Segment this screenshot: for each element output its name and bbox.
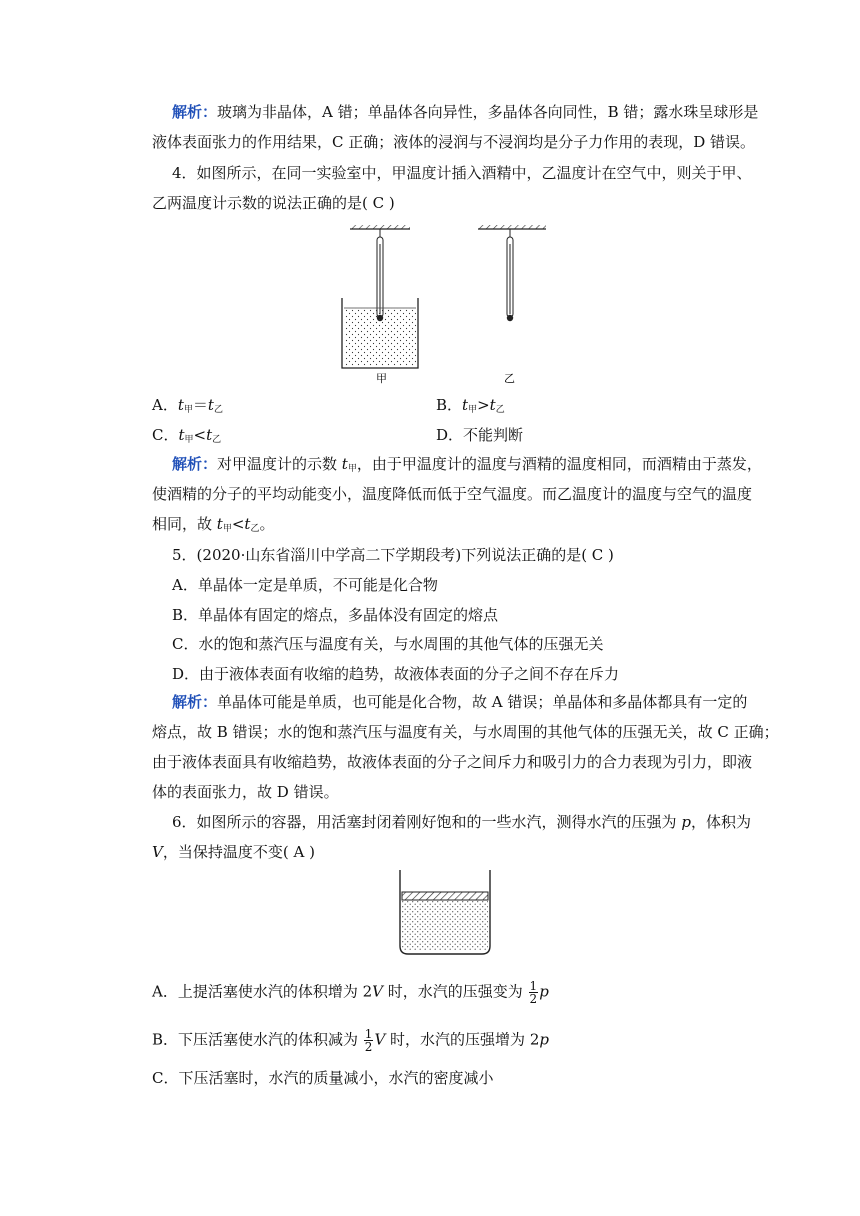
q6-option-a: A．上提活塞使水汽的体积增为 2V 时，水汽的压强变为 $\frac{1}{2}$ p: [152, 979, 549, 1006]
analysis-text: 玻璃为非晶体，A 错；单晶体各向异性，多晶体各向同性，B 错；露水珠呈球形是: [217, 103, 759, 121]
thermometer-yi: [507, 237, 513, 321]
q4-analysis-line-2: 使酒精的分子的平均动能变小，温度降低而低于空气温度。而乙温度计的温度与空气的温度: [152, 485, 753, 503]
q4-option-a: A．$t_甲=t_乙$: [152, 396, 223, 415]
q4-analysis-line-3: 相同，故 $t_甲<t_乙$。: [152, 515, 275, 534]
q4-option-c: C．$t_甲<t_乙$: [152, 426, 222, 445]
q5-analysis-line-2: 熔点，故 B 错误；水的饱和蒸汽压与温度有关，与水周围的其他气体的压强无关，故 C 正确；: [152, 723, 779, 741]
q5-stem: 5．(2020·山东省淄川中学高二下学期段考)下列说法正确的是( C ): [172, 546, 614, 564]
q5-option-a: A．单晶体一定是单质，不可能是化合物: [172, 576, 438, 594]
ceiling-left: [350, 225, 410, 229]
fraction-half: $\frac{1}{2}$: [364, 1027, 373, 1054]
q6-option-c: C．下压活塞时，水汽的质量减小，水汽的密度减小: [152, 1069, 494, 1087]
beaker-alcohol: [342, 298, 418, 368]
q5-option-c: C．水的饱和蒸汽压与温度有关，与水周围的其他气体的压强无关: [172, 635, 604, 653]
q5-analysis-line-1: 解析：单晶体可能是单质，也可能是化合物，故 A 错误；单晶体和多晶体都具有一定的: [172, 693, 748, 711]
fraction-half: $\frac{1}{2}$: [529, 979, 538, 1006]
q5-option-b: B．单晶体有固定的熔点，多晶体没有固定的熔点: [172, 606, 499, 624]
q4-option-b: B．$t_甲>t_乙$: [436, 396, 505, 415]
fig-label-jia: 甲: [376, 372, 387, 385]
q6-stem-line-1: 6．如图所示的容器，用活塞封闭着刚好饱和的一些水汽，测得水汽的压强为 p，体积为: [172, 813, 751, 831]
fig-label-yi: 乙: [504, 372, 515, 385]
q4-stem-line-1: 4．如图所示，在同一实验室中，甲温度计插入酒精中，乙温度计在空气中，则关于甲、: [172, 164, 752, 182]
q4-analysis-line-1: 解析：对甲温度计的示数 $t_甲$，由于甲温度计的温度与酒精的温度相同，而酒精由于蒸发，: [172, 455, 762, 474]
q6-stem-line-2: V，当保持温度不变( A ): [152, 843, 315, 861]
vapor-region: [402, 900, 488, 950]
analysis-label: 解析：: [172, 103, 218, 121]
thermometer-figure: [330, 222, 560, 387]
q4-option-d: D．不能判断: [436, 426, 524, 444]
container-figure: [394, 868, 494, 960]
piston: [402, 892, 488, 900]
ceiling-right: [478, 225, 546, 229]
q5-option-d: D．由于液体表面有收缩的趋势，故液体表面的分子之间不存在斥力: [172, 665, 620, 683]
q4-stem-line-2: 乙两温度计示数的说法正确的是( C ): [152, 194, 395, 212]
q6-option-b: B．下压活塞使水汽的体积减为 $\frac{1}{2}$ V 时，水汽的压强增为 2p: [152, 1027, 549, 1054]
q5-analysis-line-4: 体的表面张力，故 D 错误。: [152, 783, 339, 801]
q3-analysis-line-1: [172, 102, 758, 122]
q5-analysis-line-3: 由于液体表面具有收缩趋势，故液体表面的分子之间斥力和吸引力的合力表现为引力，即液: [152, 753, 753, 771]
q3-analysis-line-2: 液体表面张力的作用结果，C 正确；液体的浸润与不浸润均是分子力作用的表现，D 错误。: [152, 133, 756, 151]
